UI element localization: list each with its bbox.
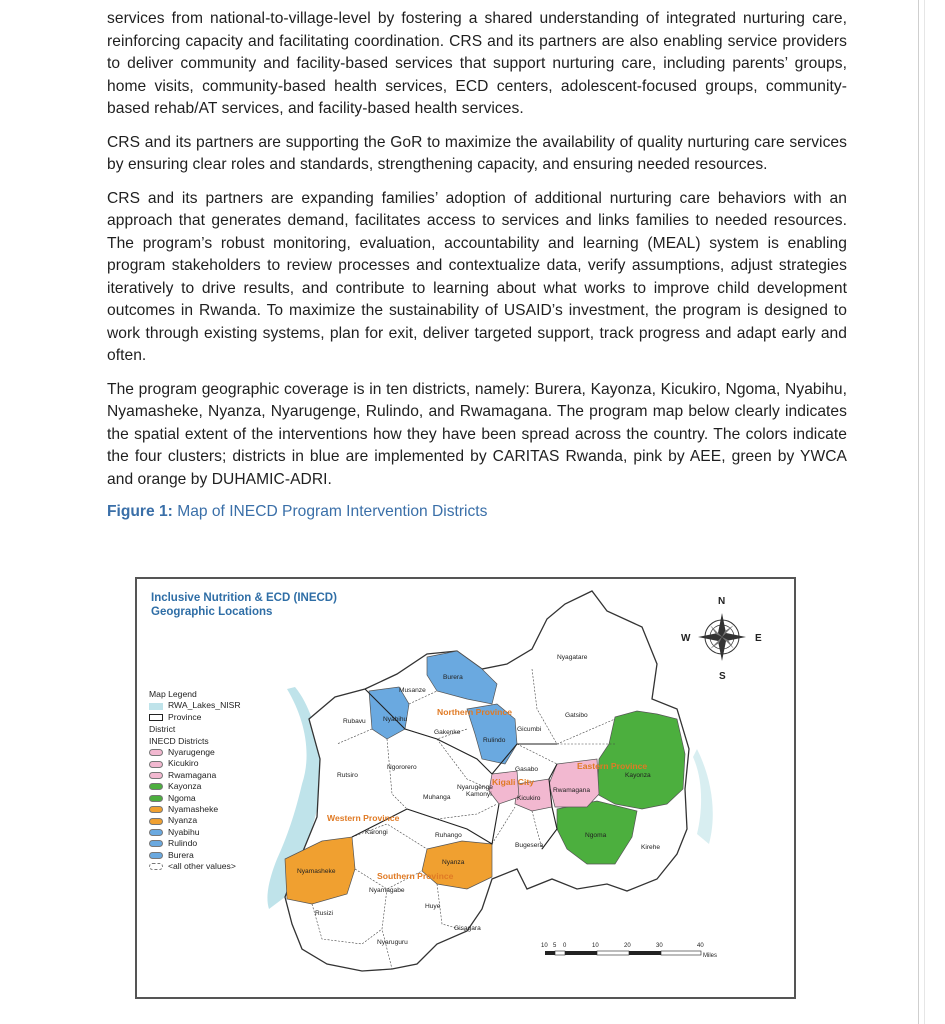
label-karongi: Karongi [365, 829, 388, 836]
district-swatch-icon [149, 829, 163, 836]
label-kirehe: Kirehe [641, 844, 661, 851]
district-swatch-icon [149, 749, 163, 756]
district-swatch-icon [149, 840, 163, 847]
legend-label: RWA_Lakes_NISR [168, 700, 241, 711]
map-title [151, 591, 337, 619]
label-ruhango: Ruhango [435, 832, 462, 839]
district-swatch-icon [149, 863, 163, 870]
compass-rose-icon [698, 613, 746, 661]
paragraph-3: CRS and its partners are expanding families’ adoption of additional nurturing care behaviors with an approach that generates demand, facilitates access to services and links families to needed resources. The program’s robust monitoring, evaluation, accountability and learning (MEAL) system is enabling program stakeholders to review processes and contextualize data, verify assumptions, adjust strategies iteratively to drive results, and contribute to learning about what works to improve child development outcomes in Rwanda. To maximize the sustainability of USAID’s investment, the program is designed to work through existing systems, plan for exit, deliver targeted support, track progress and adapt early and often. [107, 189, 847, 364]
district-swatch-icon [149, 852, 163, 859]
label-kamonyi: Kamonyi [466, 791, 492, 798]
legend-label: Nyamasheke [168, 804, 219, 815]
legend-item-district [149, 838, 269, 849]
scale-tick: 0 [563, 943, 567, 949]
compass-w: W [681, 633, 691, 644]
label-gatsibo: Gatsibo [565, 712, 588, 719]
label-ngoma: Ngoma [585, 832, 607, 839]
compass-e: E [755, 633, 762, 644]
label-nyarugenge: Nyarugenge [457, 784, 493, 791]
lake-swatch-icon [149, 703, 163, 710]
legend-item-district [149, 758, 269, 769]
legend-item-district [149, 815, 269, 826]
label-nyamagabe: Nyamagabe [369, 887, 405, 894]
label-muhanga: Muhanga [423, 794, 451, 801]
paragraph-2: CRS and its partners are supporting the GoR to maximize the availability of quality nurturing care services by ensuring clear roles and standards, strengthening capacity, and ensuring needed resources. [107, 133, 847, 173]
district-swatch-icon [149, 818, 163, 825]
legend-label: Rwamagana [168, 769, 217, 780]
label-nyaruguru: Nyaruguru [377, 939, 408, 946]
label-rulindo: Rulindo [483, 737, 506, 744]
figure-caption-text: Map of INECD Program Intervention Districts [177, 503, 488, 520]
label-nyanza: Nyanza [442, 859, 465, 866]
scale-tick: 10 [541, 943, 548, 949]
compass-n: N [718, 596, 726, 607]
label-ngororero: Ngororero [387, 764, 417, 771]
legend-item-district [149, 770, 269, 781]
label-rubavu: Rubavu [343, 718, 366, 725]
scale-tick: 40 [697, 943, 704, 949]
label-gasabo: Gasabo [515, 766, 539, 773]
label-gisagara: Gisagara [454, 925, 481, 932]
district-swatch-icon [149, 806, 163, 813]
label-burera: Burera [443, 674, 463, 681]
scale-tick: 5 [553, 943, 557, 949]
compass-s: S [719, 671, 726, 682]
label-eastern-province: Eastern Province [577, 761, 648, 771]
lake-east [693, 749, 713, 844]
legend-label: Nyanza [168, 815, 198, 826]
label-northern-province: Northern Province [437, 707, 512, 717]
label-gicumbi: Gicumbi [517, 726, 542, 733]
label-rutsiro: Rutsiro [337, 772, 358, 779]
district-legend-list [149, 747, 269, 872]
figure-caption [107, 503, 847, 521]
district-swatch-icon [149, 783, 163, 790]
legend-item-district [149, 793, 269, 804]
label-musanze: Musanze [399, 687, 426, 694]
legend-label: Kicukiro [168, 758, 199, 769]
legend-label: Province [168, 711, 202, 722]
paragraph-4: The program geographic coverage is in ten districts, namely: Burera, Kayonza, Kicukiro, Ngoma, Nyabihu, Nyamasheke, Nyanza, Nyarugenge, Rulindo, and Rwamagana. The program map below clearly indicates the spatial extent of the interventions how they have been spread across the country. The colors indicate the four clusters; districts in blue are implemented by CARITAS Rwanda, pink by AEE, green by YWCA and orange by DUHAMIC-ADRI. [107, 380, 847, 488]
legend-label: Ngoma [168, 792, 196, 803]
map-title-line2: Geographic Locations [151, 606, 273, 618]
legend-label: Burera [168, 849, 194, 860]
page-edge [918, 0, 919, 1024]
label-rusizi: Rusizi [315, 910, 333, 917]
scale-bar [545, 951, 701, 955]
district-swatch-icon [149, 772, 163, 779]
legend-item-province [149, 712, 269, 723]
scale-unit: Miles [703, 953, 718, 959]
map-figure [135, 577, 796, 999]
label-nyamasheke: Nyamasheke [297, 868, 336, 875]
label-gakenke: Gakenke [434, 729, 461, 736]
province-swatch-icon [149, 714, 163, 721]
district-swatch-icon [149, 795, 163, 802]
legend-title: Map Legend [149, 689, 197, 699]
scale-tick: 30 [656, 943, 663, 949]
label-kayonza: Kayonza [625, 772, 651, 779]
figure-label: Figure 1: [107, 503, 173, 520]
legend-item-district [149, 850, 269, 861]
document-body [107, 8, 847, 521]
legend-label: Kayonza [168, 781, 202, 792]
label-nyabihu: Nyabihu [383, 716, 408, 723]
label-huye: Huye [425, 903, 441, 910]
label-nyagatare: Nyagatare [557, 654, 588, 661]
label-bugesera: Bugesera [515, 842, 544, 849]
legend-item-district [149, 747, 269, 758]
label-southern-province: Southern Province [377, 871, 454, 881]
label-kicukiro: Kicukiro [517, 795, 541, 802]
legend-label: Nyarugenge [168, 747, 215, 758]
scale-tick: 10 [592, 943, 599, 949]
legend-item-district [149, 804, 269, 815]
district-swatch-icon [149, 761, 163, 768]
label-rwamagana: Rwamagana [553, 787, 591, 794]
map-legend [149, 689, 269, 873]
legend-label: <all other values> [168, 861, 236, 872]
legend-item-district [149, 827, 269, 838]
legend-label: Rulindo [168, 838, 198, 849]
label-western-province: Western Province [327, 813, 400, 823]
legend-district-heading: District [149, 724, 176, 735]
paragraph-1: services from national-to-village-level by fostering a shared understanding of integrated nurturing care, reinforcing capacity and facilitating coordination. CRS and its partners are also enabling service providers to deliver community and facility-based services that support nurturing care, including parents’ groups, home visits, community-based health services, ECD centers, adolescent-focused groups, community-based rehab/AT services, and facility-based health services. [107, 10, 847, 117]
legend-item-lakes [149, 700, 269, 711]
page-edge-shadow [924, 0, 925, 1024]
scale-tick: 20 [624, 943, 631, 949]
legend-item-district [149, 861, 269, 872]
map-title-line1: Inclusive Nutrition & ECD (INECD) [151, 592, 337, 604]
legend-label: Nyabihu [168, 826, 200, 837]
label-kigali-city: Kigali City [492, 777, 535, 787]
legend-inecd-heading: INECD Districts [149, 735, 209, 746]
legend-item-district [149, 781, 269, 792]
